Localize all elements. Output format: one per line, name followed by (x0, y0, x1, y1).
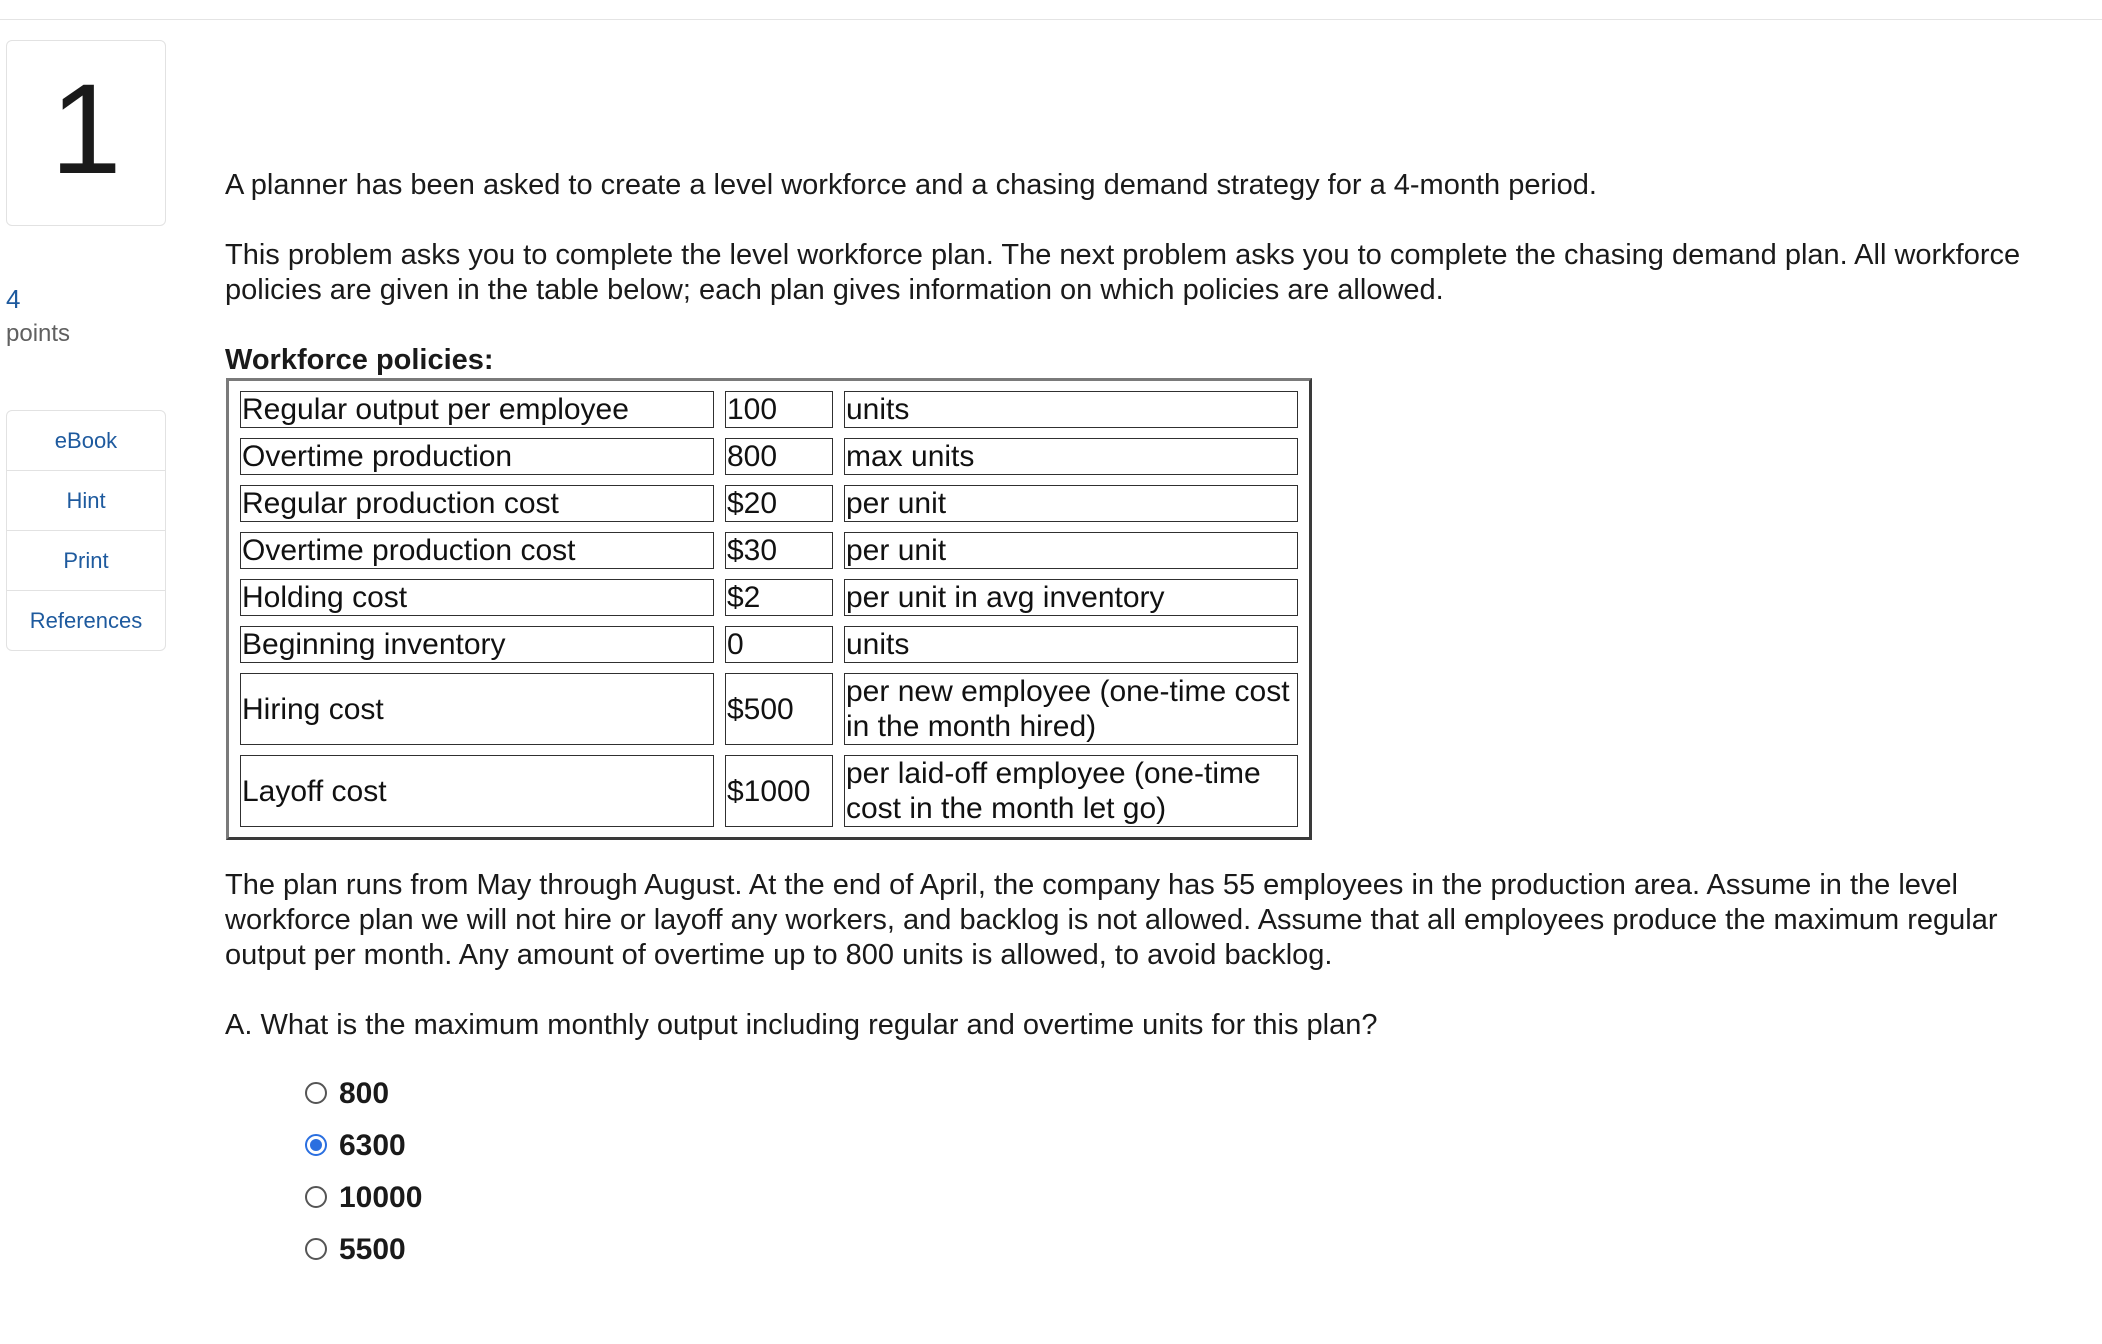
option-label: 10000 (339, 1180, 423, 1214)
table-row (240, 579, 1298, 616)
radio-button-selected[interactable] (305, 1134, 327, 1156)
policy-unit: per laid-off employee (one-time cost in the month let go) (844, 755, 1298, 827)
answer-option-10000[interactable] (305, 1171, 2075, 1223)
answer-options (305, 1067, 2075, 1275)
policy-name: Regular production cost (240, 485, 714, 522)
table-row (240, 626, 1298, 663)
policy-unit: per unit in avg inventory (844, 579, 1298, 616)
policy-value: $20 (725, 485, 833, 522)
option-label: 6300 (339, 1128, 406, 1162)
table-row (240, 673, 1298, 745)
question-number-box (6, 40, 166, 226)
policy-value: $30 (725, 532, 833, 569)
policy-unit: per new employee (one-time cost in the month hired) (844, 673, 1298, 745)
question-number: 1 (50, 58, 122, 201)
print-link[interactable]: Print (7, 531, 165, 591)
policy-value: $2 (725, 579, 833, 616)
policy-name: Overtime production cost (240, 532, 714, 569)
points-label: points (6, 320, 71, 347)
references-link[interactable]: References (29, 607, 143, 633)
policy-value: 100 (725, 391, 833, 428)
question-tools (6, 410, 166, 651)
policies-heading: Workforce policies: (225, 344, 494, 376)
radio-button[interactable] (305, 1186, 327, 1208)
policy-name: Holding cost (240, 579, 714, 616)
table-row (240, 438, 1298, 475)
top-divider (0, 19, 2102, 20)
question-content (225, 168, 2075, 1275)
table-row (240, 485, 1298, 522)
policy-name: Overtime production (240, 438, 714, 475)
answer-option-800[interactable] (305, 1067, 2075, 1119)
instructions-text: This problem asks you to complete the level workforce plan. The next problem asks you to complete the chasing demand plan. All workforce policies are given in the table below; each plan gives information on which policies are allowed. (225, 239, 2021, 306)
plan-description: The plan runs from May through August. At the end of April, the company has 55 employees in the production area. Assume in the level workforce plan we will not hire or layoff any workers, and backlog is not allowed. Assume that all employees produce the maximum regular output per month. Any amount of overtime up to 800 units is allowed, to avoid backlog. (225, 869, 1998, 971)
option-label: 800 (339, 1076, 390, 1110)
points-value: 4 (6, 284, 21, 314)
policy-value: $500 (725, 673, 833, 745)
table-row (240, 755, 1298, 827)
workforce-policies-table (226, 378, 1312, 840)
policy-unit: units (844, 391, 1298, 428)
policy-value: 800 (725, 438, 833, 475)
answer-option-5500[interactable] (305, 1223, 2075, 1275)
policy-name: Beginning inventory (240, 626, 714, 663)
policy-name: Hiring cost (240, 673, 714, 745)
radio-button[interactable] (305, 1082, 327, 1104)
policy-unit: per unit (844, 532, 1298, 569)
intro-text: A planner has been asked to create a level workforce and a chasing demand strategy for a 4-month period. (225, 169, 1597, 201)
policy-value: $1000 (725, 755, 833, 827)
option-label: 5500 (339, 1232, 406, 1266)
part-a-prompt: A. What is the maximum monthly output including regular and overtime units for this plan? (225, 1009, 1378, 1041)
table-row (240, 532, 1298, 569)
policy-unit: max units (844, 438, 1298, 475)
policy-name: Layoff cost (240, 755, 714, 827)
radio-button[interactable] (305, 1238, 327, 1260)
policy-value: 0 (725, 626, 833, 663)
ebook-link[interactable]: eBook (7, 411, 165, 471)
answer-option-6300[interactable] (305, 1119, 2075, 1171)
policy-name: Regular output per employee (240, 391, 714, 428)
policy-unit: units (844, 626, 1298, 663)
hint-link[interactable]: Hint (7, 471, 165, 531)
policy-unit: per unit (844, 485, 1298, 522)
table-row (240, 391, 1298, 428)
